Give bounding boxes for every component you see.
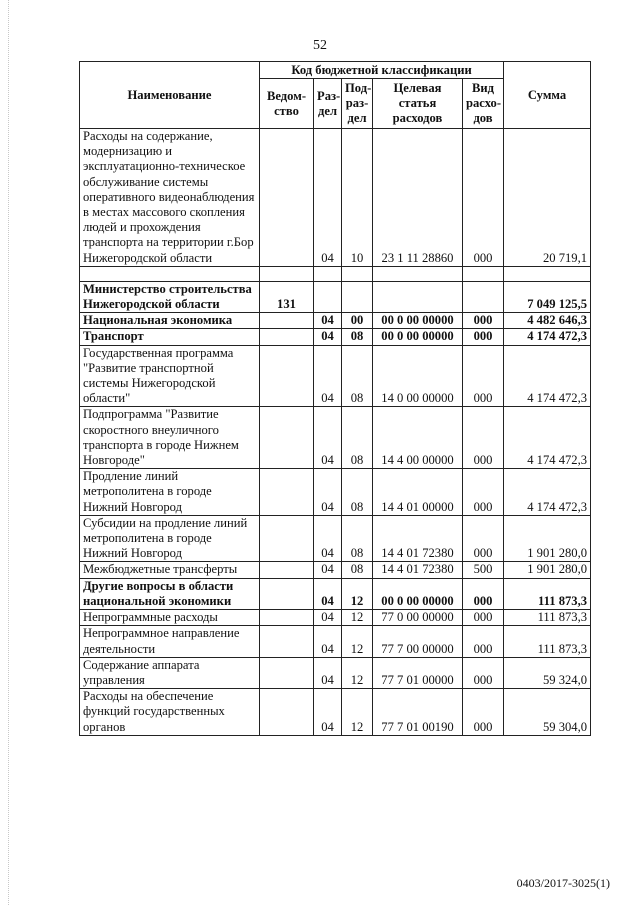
row-type: 000: [463, 626, 504, 657]
row-subsection: 08: [342, 329, 373, 345]
row-sum: 111 873,3: [504, 610, 591, 626]
table-row: [80, 578, 591, 609]
row-name: Подпрограмма "Развитие скоростного внеуличного транспорта в городе Нижнем Новгороде": [80, 407, 260, 469]
row-dept: [260, 329, 314, 345]
row-section: 04: [314, 657, 342, 688]
row-type: 000: [463, 313, 504, 329]
table-row: [80, 281, 591, 312]
table-row: [80, 626, 591, 657]
row-article: 23 1 11 28860: [373, 129, 463, 267]
row-sum: 7 049 125,5: [504, 281, 591, 312]
row-article: 00 0 00 00000: [373, 329, 463, 345]
row-subsection: 10: [342, 129, 373, 267]
row-dept: [260, 657, 314, 688]
row-dept: [260, 515, 314, 562]
row-type: 000: [463, 657, 504, 688]
row-type: 500: [463, 562, 504, 578]
header-type: Вид расхо-дов: [463, 79, 504, 129]
row-subsection: 12: [342, 578, 373, 609]
row-section: 04: [314, 578, 342, 609]
budget-table: [79, 61, 591, 736]
row-type: 000: [463, 407, 504, 469]
header-sum: Сумма: [504, 62, 591, 129]
header-name: Наименование: [80, 62, 260, 129]
row-sum: 4 482 646,3: [504, 313, 591, 329]
row-sum: 4 174 472,3: [504, 469, 591, 516]
row-subsection: 12: [342, 689, 373, 736]
row-name: Непрограммное направление деятельности: [80, 626, 260, 657]
row-dept: [260, 129, 314, 267]
row-name: Государственная программа "Развитие транспортной системы Нижегородской области": [80, 345, 260, 407]
row-sum: 20 719,1: [504, 129, 591, 267]
row-section: 04: [314, 407, 342, 469]
row-article: 14 4 00 00000: [373, 407, 463, 469]
row-article: 14 4 01 72380: [373, 515, 463, 562]
row-dept: [260, 345, 314, 407]
row-section: 04: [314, 345, 342, 407]
row-section: 04: [314, 329, 342, 345]
row-type: 000: [463, 329, 504, 345]
row-article: 77 7 00 00000: [373, 626, 463, 657]
row-article: 14 4 01 00000: [373, 469, 463, 516]
row-section: [314, 281, 342, 312]
row-type: 000: [463, 689, 504, 736]
row-sum: 59 304,0: [504, 689, 591, 736]
row-type: 000: [463, 515, 504, 562]
row-sum: 4 174 472,3: [504, 329, 591, 345]
row-section: 04: [314, 469, 342, 516]
row-subsection: 12: [342, 657, 373, 688]
header-subsection: Под-раз-дел: [342, 79, 373, 129]
header-classification-group: Код бюджетной классификации: [260, 62, 504, 79]
row-dept: [260, 469, 314, 516]
row-article: [373, 281, 463, 312]
row-article: 00 0 00 00000: [373, 313, 463, 329]
row-dept: [260, 562, 314, 578]
row-subsection: [342, 281, 373, 312]
table-row: [80, 689, 591, 736]
page-edge-line: [0, 0, 9, 905]
row-dept: [260, 407, 314, 469]
row-section: 04: [314, 689, 342, 736]
table-row: [80, 657, 591, 688]
row-name: Другие вопросы в области национальной экономики: [80, 578, 260, 609]
page-number: 52: [313, 38, 327, 53]
row-dept: [260, 689, 314, 736]
row-article: 00 0 00 00000: [373, 578, 463, 609]
row-sum: 4 174 472,3: [504, 407, 591, 469]
row-type: 000: [463, 129, 504, 267]
document-code: 0403/2017-3025(1): [516, 876, 610, 890]
row-type: 000: [463, 345, 504, 407]
row-sum: 111 873,3: [504, 578, 591, 609]
row-article: 77 0 00 00000: [373, 610, 463, 626]
table-row: [80, 469, 591, 516]
row-section: 04: [314, 610, 342, 626]
table-row: [80, 515, 591, 562]
row-dept: [260, 313, 314, 329]
table-row: [80, 562, 591, 578]
row-section: 04: [314, 626, 342, 657]
row-article: 77 7 01 00190: [373, 689, 463, 736]
row-type: [463, 281, 504, 312]
row-subsection: 12: [342, 626, 373, 657]
row-type: 000: [463, 610, 504, 626]
row-name: Субсидии на продление линий метрополитена в городе Нижний Новгород: [80, 515, 260, 562]
row-subsection: 12: [342, 610, 373, 626]
row-sum: 59 324,0: [504, 657, 591, 688]
row-subsection: 08: [342, 469, 373, 516]
table-row: [80, 345, 591, 407]
row-dept: 131: [260, 281, 314, 312]
row-section: 04: [314, 129, 342, 267]
row-subsection: 08: [342, 345, 373, 407]
row-name: Расходы на обеспечение функций государственных органов: [80, 689, 260, 736]
row-article: 77 7 01 00000: [373, 657, 463, 688]
row-sum: 111 873,3: [504, 626, 591, 657]
row-name: Продление линий метрополитена в городе Нижний Новгород: [80, 469, 260, 516]
row-sum: 1 901 280,0: [504, 562, 591, 578]
row-name: Транспорт: [80, 329, 260, 345]
row-subsection: 08: [342, 562, 373, 578]
row-dept: [260, 610, 314, 626]
row-subsection: 00: [342, 313, 373, 329]
header-article: Целевая статья расходов: [373, 79, 463, 129]
row-article: 14 0 00 00000: [373, 345, 463, 407]
table-row: [80, 610, 591, 626]
table-row: [80, 129, 591, 267]
row-type: 000: [463, 578, 504, 609]
table-row-spacer: [80, 266, 591, 281]
table-row: [80, 313, 591, 329]
row-section: 04: [314, 313, 342, 329]
row-subsection: 08: [342, 407, 373, 469]
row-sum: 4 174 472,3: [504, 345, 591, 407]
row-name: Расходы на содержание, модернизацию и эксплуатационно-техническое обслуживание системы оперативного видеонаблюдения в местах массового скопления людей и прохождения транспорта на территории г.Бор Нижегородской области: [80, 129, 260, 267]
row-name: Содержание аппарата управления: [80, 657, 260, 688]
row-type: 000: [463, 469, 504, 516]
row-section: 04: [314, 515, 342, 562]
row-name: Национальная экономика: [80, 313, 260, 329]
row-name: Межбюджетные трансферты: [80, 562, 260, 578]
row-dept: [260, 578, 314, 609]
header-dept: Ведом-ство: [260, 79, 314, 129]
row-article: 14 4 01 72380: [373, 562, 463, 578]
header-section: Раз-дел: [314, 79, 342, 129]
row-dept: [260, 626, 314, 657]
row-sum: 1 901 280,0: [504, 515, 591, 562]
row-subsection: 08: [342, 515, 373, 562]
row-name: Министерство строительства Нижегородской области: [80, 281, 260, 312]
table-row: [80, 329, 591, 345]
row-section: 04: [314, 562, 342, 578]
table-row: [80, 407, 591, 469]
row-name: Непрограммные расходы: [80, 610, 260, 626]
